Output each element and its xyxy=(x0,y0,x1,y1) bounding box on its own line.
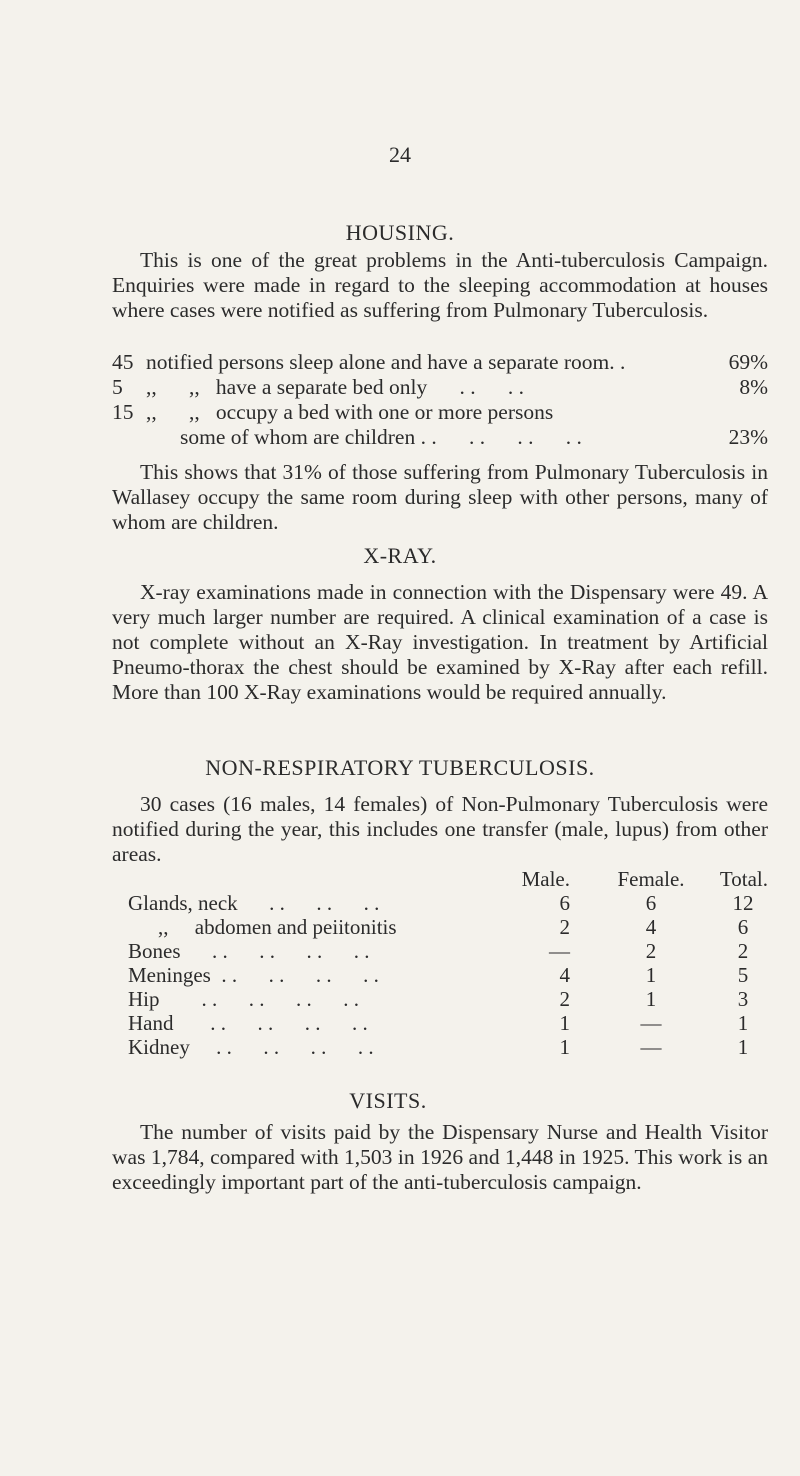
row-site: Bones . . . . . . . . xyxy=(128,939,370,963)
row-total: 1 xyxy=(737,1011,749,1035)
row-male: 4 xyxy=(559,963,570,987)
row-male: 2 xyxy=(559,987,570,1011)
xray-text: X-ray examinations made in connection with the Dispensary were 49. A very much larger number are required. A clinical examination of a case is not complete without an X-Ray investigation. In treatment by Artificial Pneumo-thorax the chest should be examined by X-Ray after each refill. More than 100 X-Ray examinations would be required annually. xyxy=(112,580,768,704)
row-site: Hand . . . . . . . . xyxy=(128,1011,368,1035)
housing-conclusion: This shows that 31% of those suffering from Pulmonary Tuberculosis in Wallasey occupy the same room during sleep with other persons, many of whom are children. xyxy=(112,460,768,534)
row-female: — xyxy=(640,1035,662,1059)
row-total: 5 xyxy=(737,963,749,987)
row-total: 1 xyxy=(737,1035,749,1059)
row-total: 3 xyxy=(737,987,749,1011)
housing-count: 45 xyxy=(112,350,134,374)
column-header-female: Female. xyxy=(617,867,685,891)
housing-count: 5 xyxy=(112,375,123,399)
row-female: 4 xyxy=(645,915,657,939)
housing-intro: This is one of the great problems in the Anti-tuberculosis Campaign. Enquiries were made in regard to the sleeping accommodation at houses where cases were notified as suffering from Pulmonary Tuberculosis. xyxy=(112,248,768,322)
visits-heading: VISITS. xyxy=(349,1088,427,1113)
row-male: 1 xyxy=(559,1035,570,1059)
non-respiratory-heading: NON-RESPIRATORY TUBERCULOSIS. xyxy=(205,755,595,780)
housing-pct: 8% xyxy=(739,375,768,399)
row-female: 1 xyxy=(645,963,657,987)
row-site: Glands, neck . . . . . . xyxy=(128,891,380,915)
row-site: Meninges . . . . . . . . xyxy=(128,963,379,987)
housing-pct: 23% xyxy=(728,425,768,449)
xray-heading: X-RAY. xyxy=(363,543,437,568)
row-male: — xyxy=(549,939,570,963)
visits-text: The number of visits paid by the Dispensary Nurse and Health Visitor was 1,784, compared with 1,503 in 1926 and 1,448 in 1925. This work is an exceedingly important part of the anti-tuberculosis campaign. xyxy=(112,1120,768,1194)
non-respiratory-text: 30 cases (16 males, 14 females) of Non-Pulmonary Tuberculosis were notified during the year, this includes one transfer (male, lupus) from other areas. xyxy=(112,792,768,866)
row-total: 12 xyxy=(732,891,754,915)
housing-pct: 69% xyxy=(728,350,768,374)
housing-text: ,, ,, have a separate bed only . . . . xyxy=(146,375,524,399)
page-number: 24 xyxy=(389,142,411,167)
row-total: 2 xyxy=(737,939,749,963)
row-female: 6 xyxy=(645,891,657,915)
row-male: 6 xyxy=(559,891,570,915)
row-total: 6 xyxy=(737,915,749,939)
housing-text: some of whom are children . . . . . . . . xyxy=(180,425,582,449)
column-header-total: Total. xyxy=(719,867,768,891)
housing-heading: HOUSING. xyxy=(345,220,455,245)
row-female: 1 xyxy=(645,987,657,1011)
row-site: Hip . . . . . . . . xyxy=(128,987,359,1011)
row-female: — xyxy=(640,1011,662,1035)
column-header-male: Male. xyxy=(521,867,570,891)
row-female: 2 xyxy=(645,939,657,963)
row-site: Kidney . . . . . . . . xyxy=(128,1035,374,1059)
row-male: 2 xyxy=(559,915,570,939)
housing-text: ,, ,, occupy a bed with one or more persons xyxy=(146,400,554,424)
housing-text: notified persons sleep alone and have a separate room. . xyxy=(146,350,626,374)
row-site: ,, abdomen and peiitonitis xyxy=(158,915,397,939)
row-male: 1 xyxy=(559,1011,570,1035)
housing-count: 15 xyxy=(112,400,134,424)
